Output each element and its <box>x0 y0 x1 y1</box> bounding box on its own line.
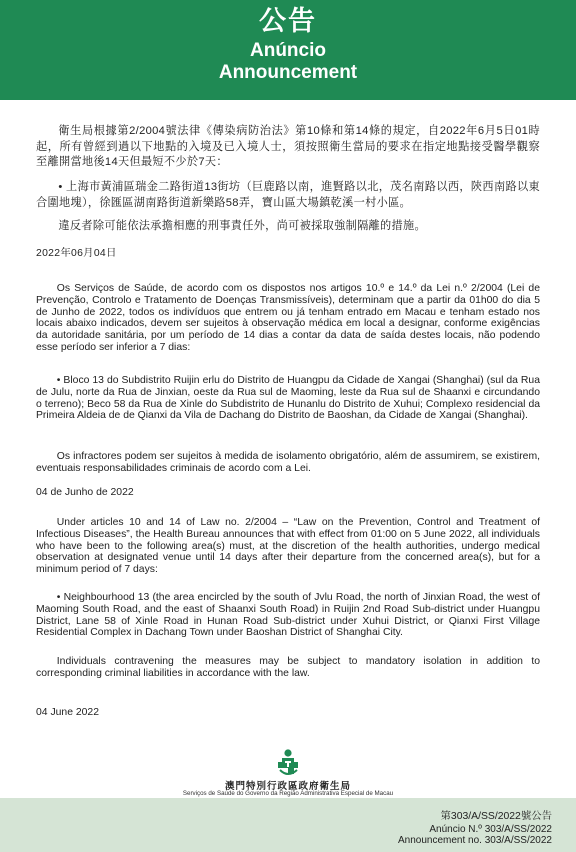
logo-name-pt: Serviços de Saúde do Governo da Região Administrativa Especial de Macau <box>182 790 394 797</box>
header-banner <box>0 0 576 100</box>
title-pt: Anúncio <box>250 40 326 61</box>
title-en: Announcement <box>218 62 358 83</box>
reference-pt: Anúncio N.º 303/A/SS/2022 <box>429 824 552 835</box>
en-bullet: • Neighbourhood 13 (the area encircled by the south of Jvlu Road, the north of Jinxian Road, the west of Maoming South Road, and the east of Shaanxi South Road) in Ruijin 2nd Road Sub-district under Huangpu District, Lane 58 of Xinle Road in Hunan Road Sub-district under Xuhui District, or Qianxi First Village Residential Complex in Dachang Town under Baoshan District of Shanghai City. <box>36 592 540 639</box>
pt-paragraph-1: Os Serviços de Saúde, de acordo com os dispostos nos artigos 10.º e 14.º da Lei n.º 2/2004 (Lei de Prevenção, Controlo e Tratamento de Doenças Transmissíveis), determinam que a partir da 01h00 do dia 5 de Junho de 2022, todos os indivíduos que entrem ou já tenham entrado em Macau e tenham estado nos locais abaixo indicados, devem ser sujeitos à observação médica em local a designar, conforme exigências da autoridade sanitária, por um período de 14 dias a contar da data de saída destes locais, não podendo esse período ser inferior a 7 dias: <box>36 283 540 353</box>
pt-paragraph-2: Os infractores podem ser sujeitos à medida de isolamento obrigatório, além de assumirem, se existirem, eventuais responsabilidades criminais de acordo com a Lei. <box>36 451 540 474</box>
pt-date: 04 de Junho de 2022 <box>36 487 134 498</box>
zh-paragraph-2: 違反者除可能依法承擔相應的刑事責任外，尚可被採取強制隔離的措施。 <box>58 220 426 232</box>
reference-zh: 第303/A/SS/2022號公告 <box>440 811 552 822</box>
zh-bullet: • 上海市黃浦區瑞金二路街道13街坊（巨鹿路以南，進賢路以北，茂名南路以西，陝西南路以東合圍地塊），徐匯區湖南路街道新樂路58弄，寶山區大場鎮乾溪一村小區。 <box>36 181 540 209</box>
footer-band <box>0 798 576 852</box>
en-paragraph-1: Under articles 10 and 14 of Law no. 2/2004 – “Law on the Prevention, Control and Treatment of Infectious Diseases”, the Health Bureau announces that with effect from 01:00 on 5 June 2022, all individuals who have been to the following area(s) must, at the discretion of the health authorities, undergo medical observation at designated venue until 14 days after their departure from the concerned area(s), but for a minimum period of 7 days: <box>36 517 540 576</box>
reference-en: Announcement no. 303/A/SS/2022 <box>397 835 552 846</box>
zh-paragraph-1: 衛生局根據第2/2004號法律《傳染病防治法》第10條和第14條的規定，自2022年6月5日01時起，所有曾經到過以下地點的入境及已入境人士，須按照衛生當局的要求在指定地點接受醫學觀察至離開當地後14天但最短不少於7天： <box>36 125 540 168</box>
health-bureau-emblem-icon <box>0 748 576 778</box>
en-date: 04 June 2022 <box>36 707 99 718</box>
en-paragraph-2: Individuals contravening the measures may be subject to mandatory isolation in addition to corresponding criminal liabilities in accordance with the law. <box>36 656 540 679</box>
zh-date: 2022年06月04日 <box>36 248 117 259</box>
pt-bullet: • Bloco 13 do Subdistrito Ruijin erlu do Distrito de Huangpu da Cidade de Xangai (Shanghai) (sul da Rua de Julu, norte da Rua de Jinxian, oeste da Rua sul de Maoming, leste da Rua sul de Shaanxi e circundando o terreno); Beco 58 da Rua de Xinle do Subdistrito de Hunanlu do Distrito de Xuhui; Complexo residencial da Primeira Aldeia de de Qianxi da Vila de Dachang do Distrito de Baoshan, da Cidade de Xangai (Shanghai). <box>36 375 540 422</box>
logo-name-zh: 澳門特別行政區政府衛生局 <box>224 781 351 792</box>
title-zh: 公告 <box>259 6 317 36</box>
